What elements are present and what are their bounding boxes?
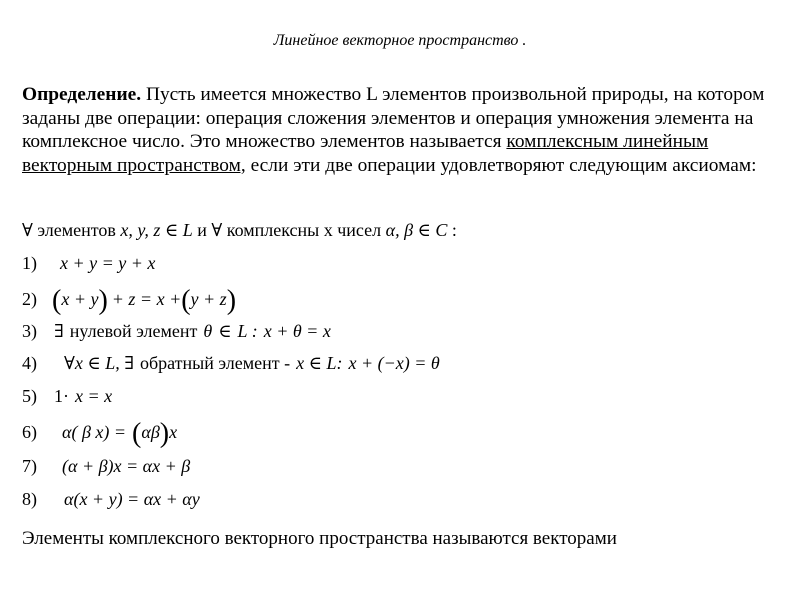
axiom-number: 2) bbox=[22, 289, 37, 309]
theta-symbol: θ bbox=[203, 321, 213, 341]
axiom-text: обратный элемент - bbox=[139, 353, 291, 373]
axiom-2 bbox=[22, 285, 237, 316]
quantifier-in: ∈ bbox=[160, 220, 183, 240]
forall-symbol-2: ∀ bbox=[211, 220, 223, 240]
axiom-3 bbox=[22, 319, 331, 343]
paren-right: ) bbox=[98, 285, 108, 316]
axiom-number: 5) bbox=[22, 386, 37, 406]
axiom-expression: x = x bbox=[75, 386, 113, 406]
definition-term: комплексным линейным векторным пространством, bbox=[22, 131, 709, 176]
axiom-expression-b: y + z bbox=[190, 289, 227, 309]
axiom-number: 1) bbox=[22, 253, 37, 273]
axiom-mid: αβ bbox=[141, 422, 160, 442]
axiom-expression-mid: + z = x + bbox=[111, 289, 182, 309]
quantifier-field: C bbox=[435, 220, 448, 240]
paren-left-2: ( bbox=[181, 285, 191, 316]
footer-text: Элементы комплексного векторного пространства называются векторами bbox=[22, 528, 617, 549]
quantifier-text-2: и bbox=[192, 220, 212, 240]
quantifier-scalars: α, β bbox=[385, 220, 414, 240]
axiom-text: нулевой элемент bbox=[69, 321, 198, 341]
quantifier-line bbox=[22, 218, 457, 242]
axiom-var: x ∈ L: bbox=[296, 353, 343, 373]
definition-label: Определение. bbox=[22, 84, 142, 105]
axiom-number: 8) bbox=[22, 489, 37, 509]
axiom-expression: x + y = y + x bbox=[60, 253, 156, 273]
quantifier-text-1: элементов bbox=[32, 220, 121, 240]
definition-paragraph bbox=[22, 83, 782, 177]
axiom-lhs: x ∈ L, ∃ bbox=[74, 353, 134, 373]
axiom-number: 3) bbox=[22, 321, 37, 341]
definition-text-2: если эти две операции удовлетворяют следующим аксиомам: bbox=[245, 154, 757, 176]
paren-right: ) bbox=[159, 418, 170, 449]
quantifier-colon: : bbox=[447, 220, 457, 240]
axiom-number: 6) bbox=[22, 422, 37, 442]
slide-title: Линейное векторное пространство . bbox=[273, 32, 527, 49]
axiom-5 bbox=[22, 384, 112, 408]
axiom-expression-a: x + y bbox=[61, 289, 99, 309]
forall-symbol: ∀ bbox=[22, 220, 33, 240]
axiom-expression: x + θ = x bbox=[263, 321, 331, 341]
axiom-6 bbox=[22, 418, 178, 449]
axiom-8 bbox=[22, 487, 200, 511]
paren-right-2: ) bbox=[226, 285, 237, 316]
axiom-set: L : bbox=[237, 321, 258, 341]
axiom-7 bbox=[22, 454, 190, 478]
axiom-1 bbox=[22, 251, 155, 275]
axiom-expression: x + (−x) = θ bbox=[348, 353, 440, 373]
axiom-expression: α(x + y) = αx + αy bbox=[64, 489, 200, 509]
quantifier-set: L bbox=[182, 220, 193, 240]
quantifier-text-3: комплексны х чисел bbox=[222, 220, 386, 240]
axiom-x: x bbox=[169, 422, 178, 442]
axiom-lhs: α( β x) = bbox=[62, 422, 127, 442]
quantifier-vars: x, y, z bbox=[120, 220, 161, 240]
axiom-number: 4) bbox=[22, 353, 37, 373]
in-symbol: ∈ bbox=[218, 321, 232, 341]
forall-symbol: ∀ bbox=[64, 353, 75, 373]
paren-left: ( bbox=[132, 418, 142, 449]
axiom-number: 7) bbox=[22, 456, 37, 476]
axiom-one: 1· bbox=[54, 386, 69, 406]
exists-symbol: ∃ bbox=[54, 321, 64, 341]
paren-left: ( bbox=[52, 285, 62, 316]
quantifier-in-2: ∈ bbox=[413, 220, 436, 240]
axiom-4 bbox=[22, 351, 440, 375]
axiom-expression: (α + β)x = αx + β bbox=[62, 456, 191, 476]
definition-text-1: Пусть имеется множество L элементов произвольной природы, на котором заданы две операции: операция сложения элементов и операция умножения элемента на комплексное число. Это множество элементов называется bbox=[22, 84, 765, 152]
